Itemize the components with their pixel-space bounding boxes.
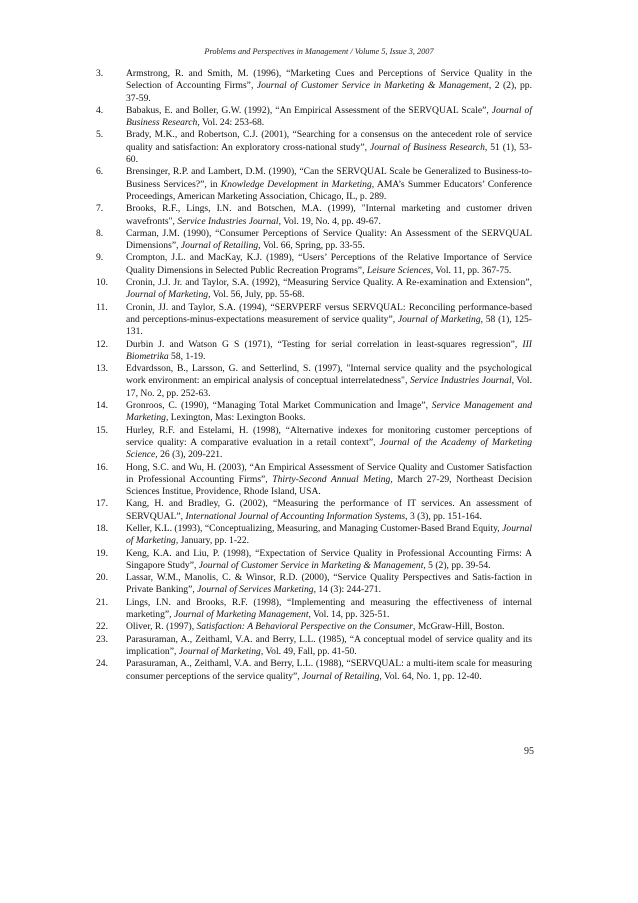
reference-item	[96, 339, 532, 364]
reference-source-title: Journal of Business Research	[126, 104, 532, 129]
reference-source-title: Journal of Retailing,	[180, 240, 261, 252]
reference-text	[126, 363, 532, 400]
reference-text	[126, 523, 532, 548]
reference-segment: Keller, K.L. (1993), “Conceptualizing, Measuring, and Managing Customer-Based Brand Equity,	[126, 522, 503, 534]
reference-segment: , Vol. 17, No. 2, pp. 252-63.	[126, 375, 532, 399]
reference-segment: Brooks, R.F., Lings, I.N. and Botschen, M.A. (1999), "Internal marketing and customer driven wavefronts",	[126, 203, 532, 227]
reference-segment: Armstrong, R. and Smith, M. (1996), “Marketing Cues and Perceptions of Service Quality in the Selection of Accounting Firms”,	[126, 68, 532, 92]
reference-number: 3.	[96, 68, 104, 79]
reference-segment: , 26 (3), 209-221.	[155, 449, 223, 461]
reference-item	[96, 228, 532, 253]
reference-item	[96, 166, 532, 203]
reference-item	[96, 572, 532, 597]
reference-number: 23.	[96, 633, 108, 645]
reference-segment: , Vol. 56, July, pp. 55-68.	[208, 289, 305, 301]
reference-source-title: Journal of Marketing Management	[173, 609, 309, 621]
reference-text	[126, 68, 532, 105]
reference-text	[126, 252, 532, 277]
reference-text	[126, 548, 532, 573]
reference-number: 20.	[96, 572, 108, 584]
reference-number: 13.	[96, 363, 108, 375]
reference-number: 21.	[96, 596, 108, 608]
reference-number: 6.	[96, 166, 104, 178]
reference-item	[96, 523, 532, 548]
reference-item	[96, 302, 532, 339]
reference-source-title: Service Industries Journal	[177, 215, 279, 227]
reference-segment: Parasuraman, A., Zeithaml, V.A. and Berry, L.L. (1985), “A conceptual model of service quality and its implication”,	[126, 633, 532, 657]
running-header: Problems and Perspectives in Management / Volume 5, Issue 3, 2007	[204, 47, 434, 56]
reference-source-title: Journal of the Academy of Marketing Science	[126, 436, 532, 461]
reference-text	[126, 658, 532, 683]
reference-source-title: Service Industries Journal	[409, 375, 512, 387]
reference-segment: Brady, M.K., and Robertson, C.J. (2001), “Searching for a consensus on the antecedent role of service quality and satisfaction: An exploratory cross-national study”,	[126, 129, 532, 153]
reference-item	[96, 498, 532, 523]
reference-item	[96, 548, 532, 573]
reference-segment: Edvardsson, B., Larsson, G. and Setterlind, S. (1997), "Internal service quality and the psychological work environment: an empirical analysis of conceptual interrelatedness",	[126, 363, 532, 387]
reference-source-title: Journal of Customer Service in Marketing & Management	[198, 559, 424, 571]
reference-number: 5.	[96, 129, 104, 141]
reference-item	[96, 658, 532, 683]
reference-number: 18.	[96, 522, 108, 534]
reference-number: 22.	[96, 621, 108, 633]
reference-number: 19.	[96, 547, 108, 559]
reference-segment: , Vol. 11, pp. 367-75.	[430, 264, 512, 276]
reference-text	[126, 339, 532, 364]
reference-text	[126, 400, 532, 425]
reference-item	[96, 105, 532, 130]
reference-source-title: International Journal of Accounting Information Systems	[185, 510, 406, 522]
reference-segment: , 58 (1), 125-131.	[126, 313, 532, 338]
reference-number: 15.	[96, 424, 108, 436]
reference-text	[126, 228, 532, 253]
reference-item	[96, 597, 532, 622]
reference-segment: Gronroos, C. (1990), “Managing Total Market Communication and İmage”,	[126, 400, 432, 412]
reference-segment: AMA’s Summer Educators’ Conference Proceedings, American Marketing Association, Chicago, IL, p. 289.	[126, 178, 532, 202]
reference-segment: , Vol. 19, No. 4, pp. 49-67.	[278, 215, 381, 227]
reference-segment: Babakus, E. and Boller, G.W. (1992), “An Empirical Assessment of the SERVQUAL Scale”,	[126, 104, 492, 116]
reference-source-title: Service Management and Marketing,	[126, 400, 532, 424]
reference-segment: Parasuraman, A., Zeithaml, V.A. and Berry, L.L. (1988), “SERVQUAL: a multi-item scale for measuring consumer perceptions of the service quality”,	[126, 658, 532, 682]
reference-text	[126, 498, 532, 523]
reference-source-title: Leisure Sciences	[366, 264, 431, 276]
reference-number: 9.	[96, 252, 104, 264]
reference-segment: Oliver, R. (1997),	[126, 621, 197, 633]
reference-segment: 14 (3): 244-271.	[315, 584, 381, 596]
reference-text	[126, 425, 532, 462]
reference-segment: , McGraw-Hill, Boston.	[413, 621, 505, 633]
reference-item	[96, 363, 532, 400]
reference-segment: Vol. 66, Spring, pp. 33-55.	[260, 240, 365, 252]
reference-source-title: Journal of Marketing	[397, 313, 481, 325]
reference-text	[126, 572, 532, 597]
reference-number: 16.	[96, 461, 108, 473]
reference-segment: Durbin J. and Watson G S (1971), “Testing for serial correlation in least-squares regression”,	[126, 338, 523, 350]
reference-segment: , 51 (1), 53-60.	[126, 141, 533, 166]
reference-text	[126, 105, 532, 130]
reference-source-title: Journal of Marketing	[126, 289, 209, 301]
reference-item	[96, 462, 532, 499]
reference-segment: Cronin, J.J. Jr. and Taylor, S.A. (1992), “Measuring Service Quality. A Re-examination and Extension”,	[126, 277, 532, 289]
reference-item	[96, 203, 532, 228]
reference-source-title: Satisfaction: A Behavioral Perspective on the Consumer	[196, 621, 414, 633]
reference-number: 17.	[96, 498, 108, 510]
reference-number: 11.	[96, 301, 108, 313]
reference-segment: , 3 (3), pp. 151-164.	[405, 510, 482, 522]
reference-segment: Cronin, JJ. and Taylor, S.A. (1994), “SERVPERF versus SERVQUAL: Reconciling performance-based and perceptions-minus-expectations measurement of service quality”,	[126, 301, 532, 325]
reference-source-title: Thirty-Second Annual Meting,	[272, 473, 393, 485]
reference-item	[96, 621, 532, 633]
reference-number: 12.	[96, 338, 108, 350]
reference-segment: , Vol. 14, pp. 325-51.	[308, 609, 390, 621]
reference-item	[96, 252, 532, 277]
reference-source-title: Journal of Business Research	[369, 141, 485, 153]
reference-item	[96, 400, 532, 425]
reference-item	[96, 634, 532, 659]
reference-text	[126, 129, 532, 166]
reference-number: 4.	[96, 104, 104, 116]
reference-segment: , Vol. 49, Fall, pp. 41-50.	[260, 645, 357, 657]
reference-text	[126, 462, 532, 499]
reference-source-title: Journal of Marketing	[126, 522, 532, 547]
reference-segment: Hong, S.C. and Wu, H. (2003), “An Empirical Assessment of Service Quality and Customer Satisfaction in Professional Accounting Firms”,	[126, 461, 532, 485]
reference-segment: Lings, I.N. and Brooks, R.F. (1998), “Implementing and measuring the effectiveness of internal marketing”,	[126, 596, 532, 621]
reference-segment: , Vol. 64, No. 1, pp. 12-40.	[379, 670, 482, 682]
reference-segment: Lassar, W.M., Manolis, C. & Winsor, R.D. (2000), “Service Quality Perspectives and Satis-faction in Private Banking”,	[126, 572, 532, 596]
reference-segment: Hurley, R.F. and Estelami, H. (1998), “Alternative indexes for monitoring customer perceptions of service quality: A comparative evaluation in a retail context”,	[126, 424, 532, 448]
reference-segment: Lexington, Mas: Lexington Books.	[168, 412, 306, 424]
reference-text	[126, 203, 532, 228]
reference-number: 8.	[96, 227, 104, 239]
reference-segment: 58, 1-19.	[168, 350, 206, 362]
reference-item	[96, 68, 532, 105]
reference-source-title: Knowledge Development in Marketing,	[220, 178, 375, 190]
reference-segment: Brensinger, R.P. and Lambert, D.M. (1990), “Can the SERVQUAL Scale be Generalized to Business-to-Business Services?”, in	[126, 166, 532, 190]
reference-segment: Keng, K.A. and Liu, P. (1998), “Expectation of Service Quality in Professional Accounting Firms: A Singapore Study”,	[126, 547, 532, 571]
reference-segment: March 27-29, Northeast Decision Sciences Institue, Providence, Rhode Island, USA.	[126, 473, 533, 498]
reference-text	[126, 634, 532, 659]
reference-source-title: Journal of Services Marketing,	[197, 584, 316, 596]
reference-number: 24.	[96, 658, 108, 670]
reference-text	[126, 302, 532, 339]
reference-segment: , January, pp. 1-22.	[175, 535, 250, 547]
reference-segment: Crompton, J.L. and MacKay, K.J. (1989), “Users’ Perceptions of the Relative Importance of Service Quality Dimensions in Selected Public Recreation Programs”,	[126, 252, 532, 276]
reference-source-title: Journal of Marketing	[178, 645, 261, 657]
reference-text	[126, 597, 532, 622]
reference-text	[126, 277, 532, 302]
reference-item	[96, 425, 532, 462]
reference-item	[96, 129, 532, 166]
page-number: 95	[524, 746, 534, 757]
reference-list	[96, 68, 532, 683]
reference-text	[126, 621, 532, 633]
reference-segment: , 5 (2), pp. 39-54.	[423, 559, 491, 571]
reference-number: 14.	[96, 400, 108, 412]
reference-source-title: Journal of Retailing	[302, 670, 380, 682]
reference-segment: Kang, H. and Bradley, G. (2002), “Measuring the performance of IT services. An assessment of SERVQUAL”,	[126, 498, 532, 522]
reference-source-title: III Biometrika	[126, 338, 532, 362]
reference-item	[96, 277, 532, 302]
reference-text	[126, 166, 532, 203]
reference-segment: , Vol. 24: 253-68.	[197, 117, 265, 129]
reference-segment: , 2 (2), pp. 37-59.	[126, 80, 532, 104]
reference-segment: Carman, J.M. (1990), “Consumer Perceptions of Service Quality: An Assessment of the SERVQUAL Dimensions”,	[126, 227, 532, 252]
reference-source-title: Journal of Customer Service in Marketing & Management	[256, 80, 489, 92]
reference-number: 7.	[96, 203, 104, 215]
reference-number: 10.	[96, 277, 108, 289]
